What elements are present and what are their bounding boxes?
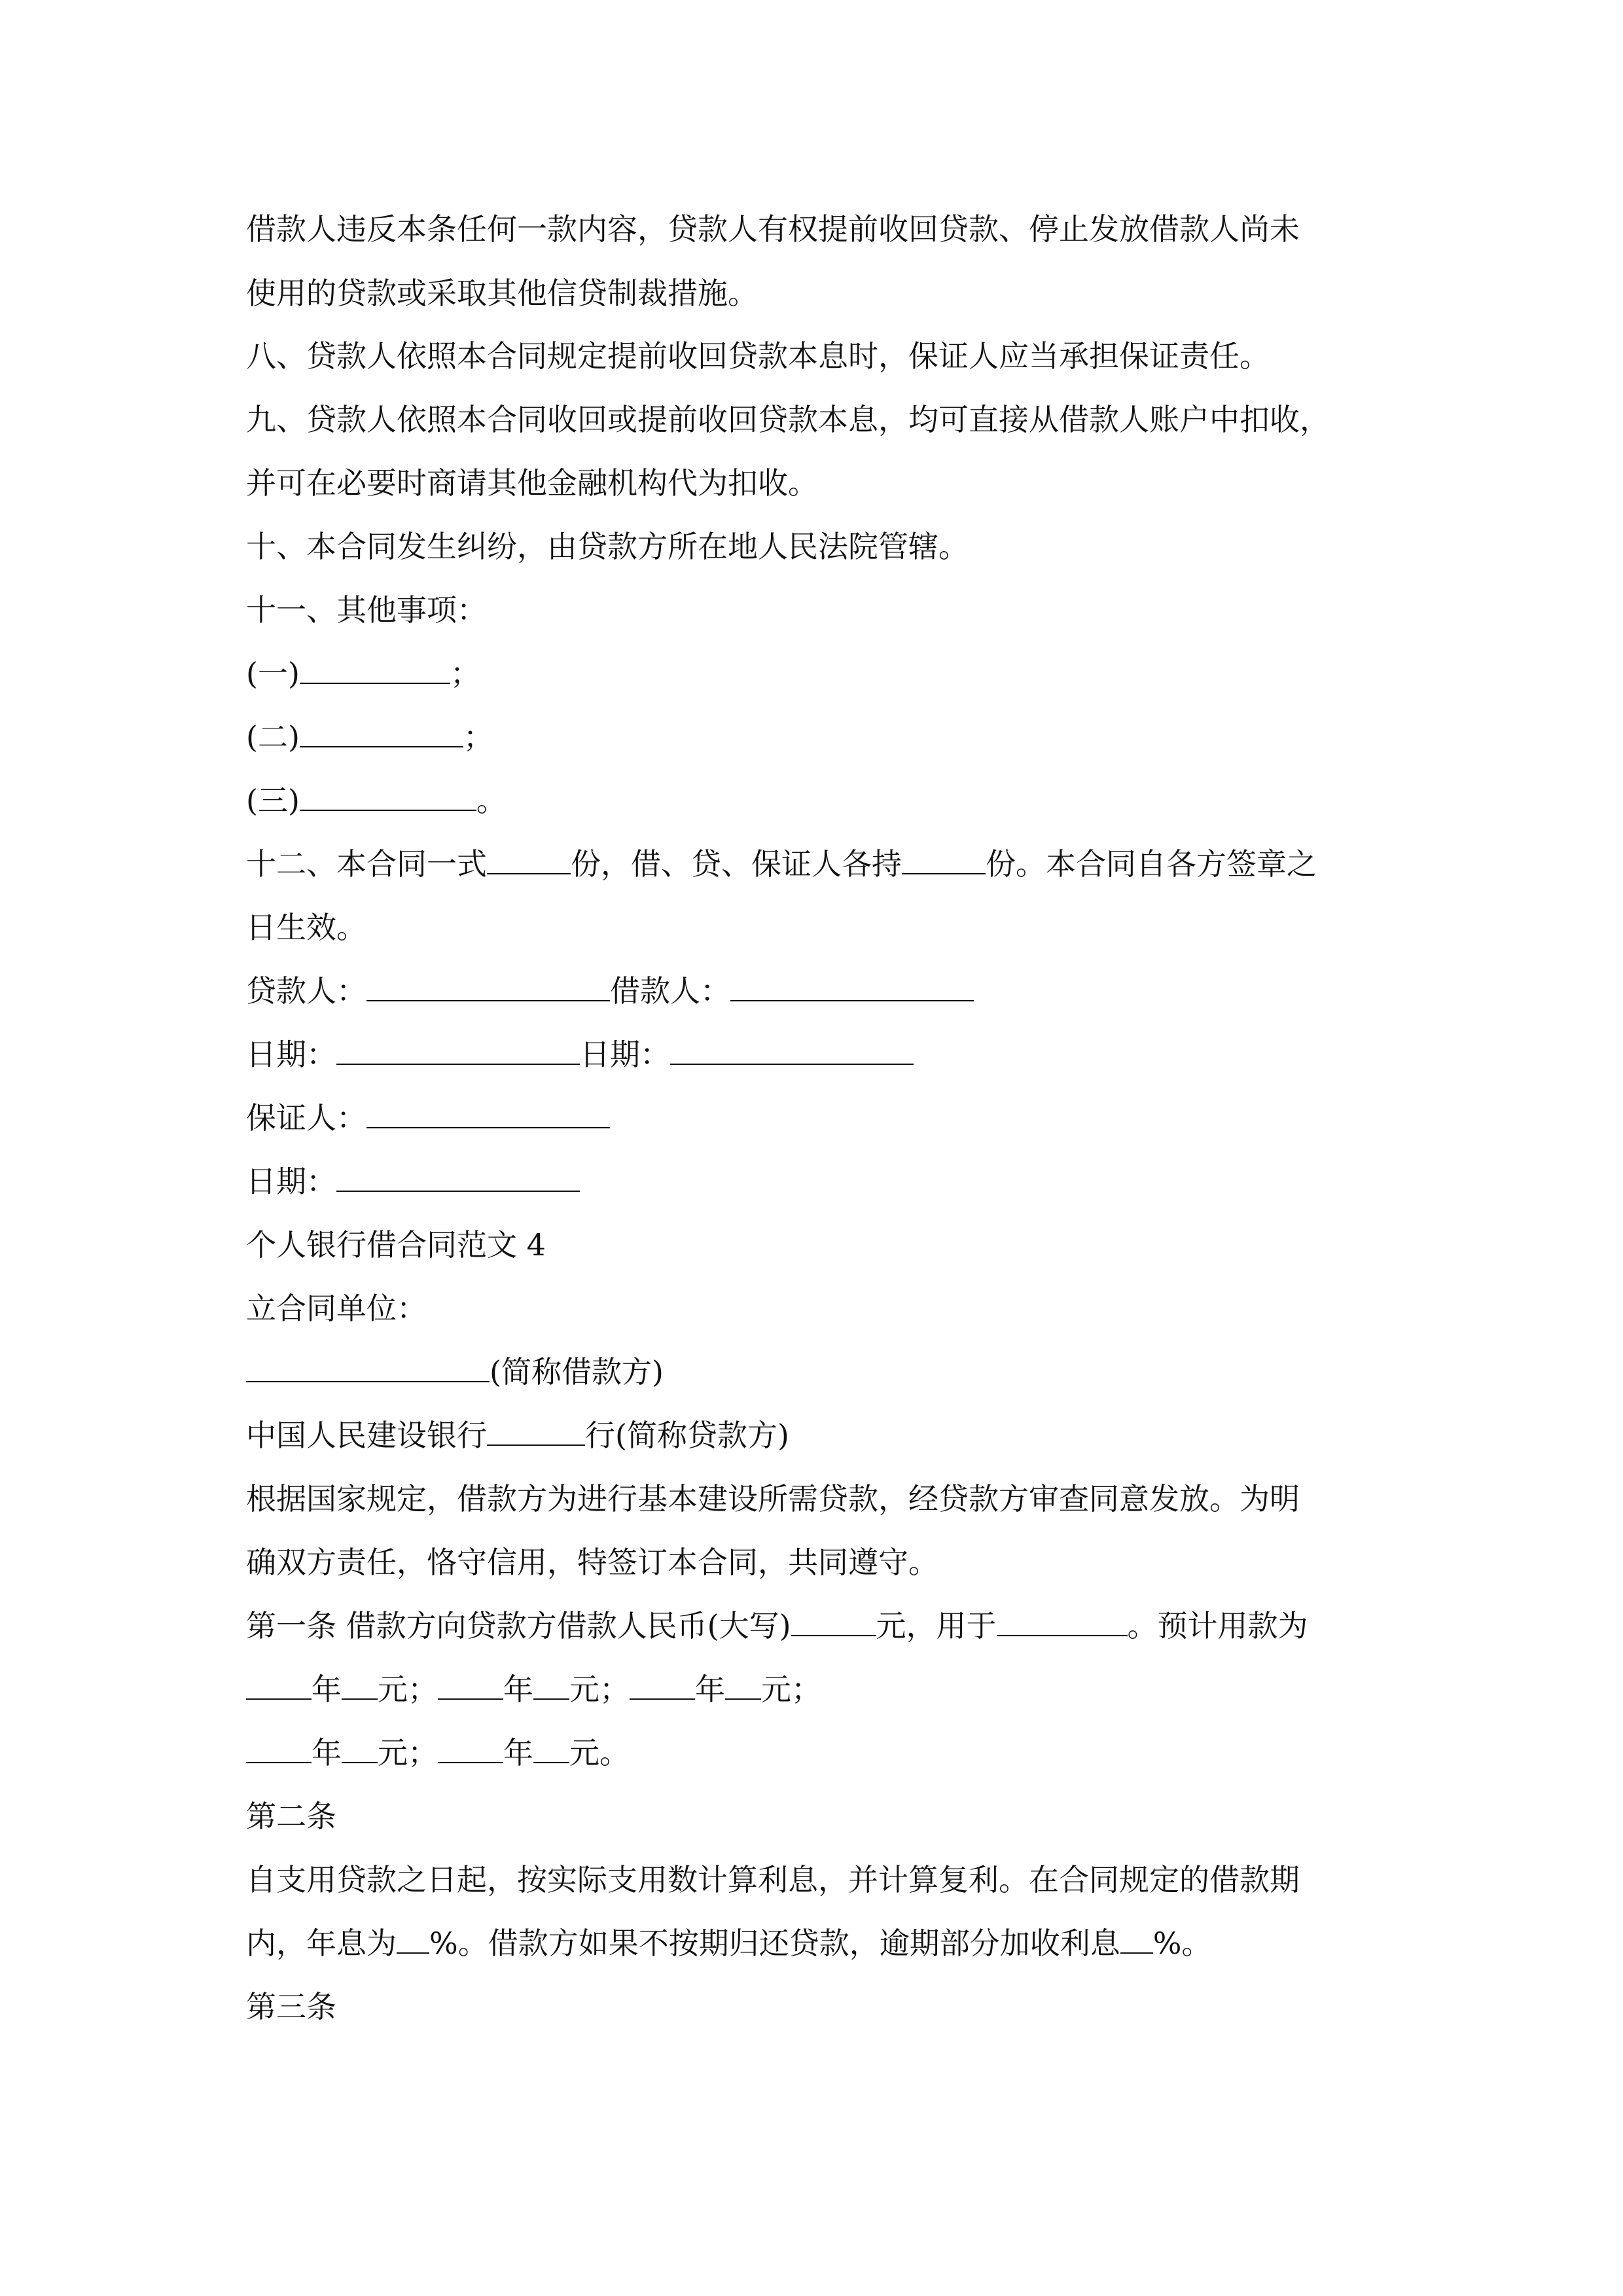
paragraph-line: 借款人违反本条任何一款内容，贷款人有权提前收回贷款、停止发放借款人尚未 <box>246 211 1300 247</box>
article-2-heading: 第二条 <box>246 1799 336 1834</box>
clause-10: 十、本合同发生纠纷，由贷款方所在地人民法院管辖。 <box>246 529 969 564</box>
date-field <box>336 1162 580 1192</box>
text: 。预计用款为 <box>1127 1608 1308 1643</box>
clause-8: 八、贷款人依照本合同规定提前收回贷款本息时，保证人应当承担保证责任。 <box>246 338 1270 374</box>
guarantor-signature-field <box>366 1098 610 1128</box>
borrower-label: 借款人： <box>610 973 730 1009</box>
section-title: 个人银行借合同范文 4 <box>246 1227 546 1263</box>
article-1-line3 <box>246 1733 630 1772</box>
blank-field <box>246 1352 490 1382</box>
blank-field <box>630 1670 695 1700</box>
text: 中国人民建设银行 <box>246 1418 487 1453</box>
blank-field <box>397 1924 429 1954</box>
intro-line1: 根据国家规定，借款方为进行基本建设所需贷款，经贷款方审查同意发放。为明 <box>246 1481 1300 1516</box>
article-1-line2 <box>246 1670 821 1709</box>
blank-field <box>791 1606 876 1636</box>
blank-field <box>487 1416 585 1446</box>
article-2-line1: 自支用贷款之日起，按实际支用数计算利息，并计算复利。在合同规定的借款期 <box>246 1862 1300 1897</box>
blank-field <box>246 1733 312 1763</box>
lender-signature-field <box>366 971 610 1001</box>
item-label: (一) <box>246 656 300 691</box>
text: 元 <box>378 1735 408 1770</box>
text: ； <box>408 1735 438 1770</box>
blank-field <box>300 717 463 747</box>
clause-9-line1: 九、贷款人依照本合同收回或提前收回贷款本息，均可直接从借款人账户中扣收， <box>246 402 1330 437</box>
date-field <box>336 1035 580 1065</box>
text: 元 <box>378 1672 408 1707</box>
blank-field <box>902 844 986 874</box>
blank-field <box>1120 1924 1153 1954</box>
signature-row-2 <box>246 1035 914 1074</box>
item-label: (三) <box>246 783 300 818</box>
blank-field <box>300 781 476 811</box>
guarantor-label: 保证人： <box>246 1100 366 1136</box>
text: ； <box>599 1672 630 1707</box>
text: 元 <box>761 1672 791 1707</box>
article-1-line1 <box>246 1606 1308 1645</box>
punctuation: 。 <box>476 783 507 818</box>
text: 份。本合同自各方签章之 <box>986 846 1317 882</box>
blank-field <box>438 1670 503 1700</box>
punctuation: ； <box>450 656 480 691</box>
blank-field <box>246 1670 312 1700</box>
blank-field <box>533 1733 569 1763</box>
article-2-line2 <box>246 1924 1211 1963</box>
contract-unit-label: 立合同单位： <box>246 1291 427 1326</box>
clause-9-line2: 并可在必要时商请其他金融机构代为扣收。 <box>246 465 818 501</box>
text: 第一条 借款方向贷款方借款人民币(大写) <box>246 1608 791 1643</box>
intro-line2: 确双方责任，恪守信用，特签订本合同，共同遵守。 <box>246 1545 938 1580</box>
other-item-2 <box>246 717 493 757</box>
signature-row-3 <box>246 1098 610 1138</box>
text: (简称借款方) <box>490 1354 664 1390</box>
text: %。 <box>1152 1926 1212 1961</box>
date-label: 日期： <box>580 1037 670 1072</box>
item-label: (二) <box>246 719 300 755</box>
text: 年 <box>503 1735 533 1770</box>
blank-field <box>725 1670 761 1700</box>
bank-row <box>246 1416 789 1455</box>
blank-field <box>487 844 571 874</box>
borrower-unit-row <box>246 1352 664 1391</box>
text: 元 <box>569 1735 599 1770</box>
text: 份，借、贷、保证人各持 <box>571 846 902 882</box>
text: 元 <box>569 1672 599 1707</box>
other-item-1 <box>246 654 480 693</box>
text: 年 <box>312 1735 342 1770</box>
blank-field <box>533 1670 569 1700</box>
text: 元，用于 <box>876 1608 997 1643</box>
other-item-3 <box>246 781 507 820</box>
text: %。借款方如果不按期归还贷款，逾期部分加收利息 <box>429 1926 1120 1961</box>
text: 。 <box>599 1735 630 1770</box>
text: 十二、本合同一式 <box>246 846 487 882</box>
blank-field <box>300 654 450 684</box>
text: 内，年息为 <box>246 1926 397 1961</box>
clause-11-heading: 十一、其他事项： <box>246 592 487 628</box>
blank-field <box>438 1733 503 1763</box>
text: 年 <box>312 1672 342 1707</box>
blank-field <box>342 1670 378 1700</box>
text: ； <box>791 1672 821 1707</box>
article-3-heading: 第三条 <box>246 1989 336 2024</box>
text: ； <box>408 1672 438 1707</box>
text: 年 <box>695 1672 725 1707</box>
punctuation: ； <box>463 719 493 755</box>
text: 年 <box>503 1672 533 1707</box>
clause-12-line1 <box>246 844 1317 884</box>
borrower-signature-field <box>730 971 974 1001</box>
date-label: 日期： <box>246 1037 336 1072</box>
clause-12-line2: 日生效。 <box>246 910 366 945</box>
blank-field <box>997 1606 1128 1636</box>
blank-field <box>342 1733 378 1763</box>
signature-row-4 <box>246 1162 580 1201</box>
paragraph-line: 使用的贷款或采取其他信贷制裁措施。 <box>246 276 758 311</box>
text: 行(简称贷款方) <box>585 1418 789 1453</box>
date-label: 日期： <box>246 1164 336 1199</box>
lender-label: 贷款人： <box>246 973 366 1009</box>
signature-row-1 <box>246 971 974 1011</box>
date-field <box>670 1035 914 1065</box>
